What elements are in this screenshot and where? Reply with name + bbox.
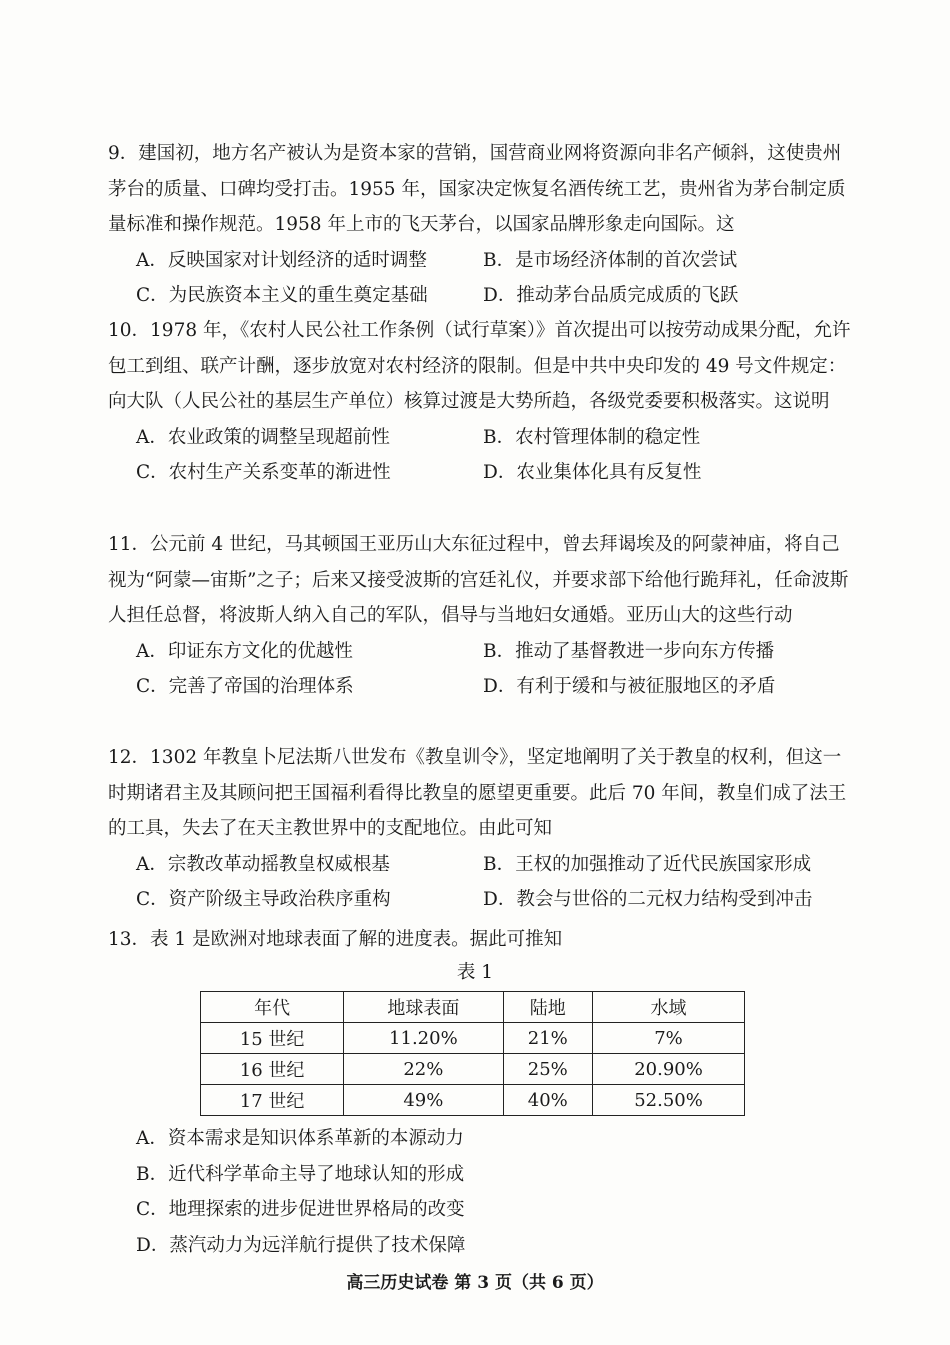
table-cell: 17 世纪	[201, 1085, 344, 1116]
table-row	[201, 1054, 745, 1085]
option-b: B．推动了基督教进一步向东方传播	[483, 640, 775, 662]
question-stem: 10．1978 年，《农村人民公社工作条例（试行草案）》首次提出可以按劳动成果分配，允许包工到组、联产计酬，逐步放宽对农村经济的限制。但是中共中央印发的 49 号文件规定：向大队（人民公社的基层生产单位）核算过渡是大势所趋，各级党委要积极落实。这说明	[108, 320, 851, 412]
option-c: C．资产阶级主导政治秩序重构	[136, 889, 391, 910]
option-d: D．蒸汽动力为远洋航行提供了技术保障	[136, 1234, 466, 1256]
option-a: A．宗教改革动摇教皇权威根基	[136, 853, 390, 875]
question-13	[108, 922, 853, 958]
table-cell: 25%	[503, 1054, 593, 1085]
option-c: C．为民族资本主义的重生奠定基础	[136, 285, 428, 306]
header-cell: 地球表面	[344, 992, 503, 1023]
option-c: C．完善了帝国的治理体系	[136, 676, 354, 697]
header-cell: 水域	[593, 992, 745, 1023]
option-b: B．农村管理体制的稳定性	[483, 426, 701, 448]
table-header-row	[201, 992, 745, 1023]
header-cell: 陆地	[503, 992, 593, 1023]
question-stem: 12．1302 年教皇卜尼法斯八世发布《教皇训令》，坚定地阐明了关于教皇的权利，但这一时期诸君主及其顾问把王国福利看得比教皇的愿望更重要。此后 70 年间，教皇们成了法王的工具，失去了在天主教世界中的支配地位。由此可知	[108, 747, 847, 839]
option-a: A．反映国家对计划经济的适时调整	[136, 249, 427, 271]
question-10	[108, 313, 853, 491]
table-cell: 7%	[593, 1023, 745, 1054]
question-stem: 9．建国初，地方名产被认为是资本家的营销，国营商业网将资源向非名产倾斜，这使贵州茅台的质量、口碑均受打击。1955 年，国家决定恢复名酒传统工艺，贵州省为茅台制定质量标准和操作规范。1958 年上市的飞天茅台，以国家品牌形象走向国际。这	[108, 143, 846, 235]
table-cell: 49%	[344, 1085, 503, 1116]
question-stem: 13．表 1 是欧洲对地球表面了解的进度表。据此可推知	[108, 929, 563, 950]
option-d: D．推动茅台品质完成质的飞跃	[483, 285, 739, 306]
question-13-options	[108, 1121, 853, 1263]
exploration-table	[200, 991, 745, 1116]
table-cell: 40%	[503, 1085, 593, 1116]
option-b: B．近代科学革命主导了地球认知的形成	[136, 1163, 465, 1185]
table-cell: 22%	[344, 1054, 503, 1085]
table-cell: 52.50%	[593, 1085, 745, 1116]
question-12	[108, 740, 853, 918]
table-cell: 21%	[503, 1023, 593, 1054]
table-cell: 15 世纪	[201, 1023, 344, 1054]
table-row	[201, 1023, 745, 1054]
question-11	[108, 527, 853, 705]
question-stem: 11．公元前 4 世纪，马其顿国王亚历山大东征过程中，曾去拜谒埃及的阿蒙神庙，将自己视为“阿蒙—宙斯”之子；后来又接受波斯的宫廷礼仪，并要求部下给他行跪拜礼，任命波斯人担任总督，将波斯人纳入自己的军队，倡导与当地妇女通婚。亚历山大的这些行动	[108, 534, 849, 626]
option-d: D．农业集体化具有反复性	[483, 462, 702, 483]
option-a: A．资本需求是知识体系革新的本源动力	[136, 1128, 464, 1149]
option-d: D．有利于缓和与被征服地区的矛盾	[483, 676, 776, 697]
header-cell: 年代	[201, 992, 344, 1023]
table-cell: 16 世纪	[201, 1054, 344, 1085]
table-cell: 20.90%	[593, 1054, 745, 1085]
option-a: A．农业政策的调整呈现超前性	[136, 426, 390, 448]
page-footer: 高三历史试卷 第 3 页（共 6 页）	[346, 1273, 604, 1293]
table-cell: 11.20%	[344, 1023, 503, 1054]
option-c: C．农村生产关系变革的渐进性	[136, 462, 391, 483]
option-d: D．教会与世俗的二元权力结构受到冲击	[483, 889, 813, 910]
table-row	[201, 1085, 745, 1116]
option-b: B．王权的加强推动了近代民族国家形成	[483, 853, 812, 875]
question-9	[108, 136, 853, 314]
option-a: A．印证东方文化的优越性	[136, 640, 353, 662]
option-b: B．是市场经济体制的首次尝试	[483, 249, 738, 271]
table-caption: 表 1	[456, 962, 494, 983]
option-c: C．地理探索的进步促进世界格局的改变	[136, 1199, 465, 1220]
